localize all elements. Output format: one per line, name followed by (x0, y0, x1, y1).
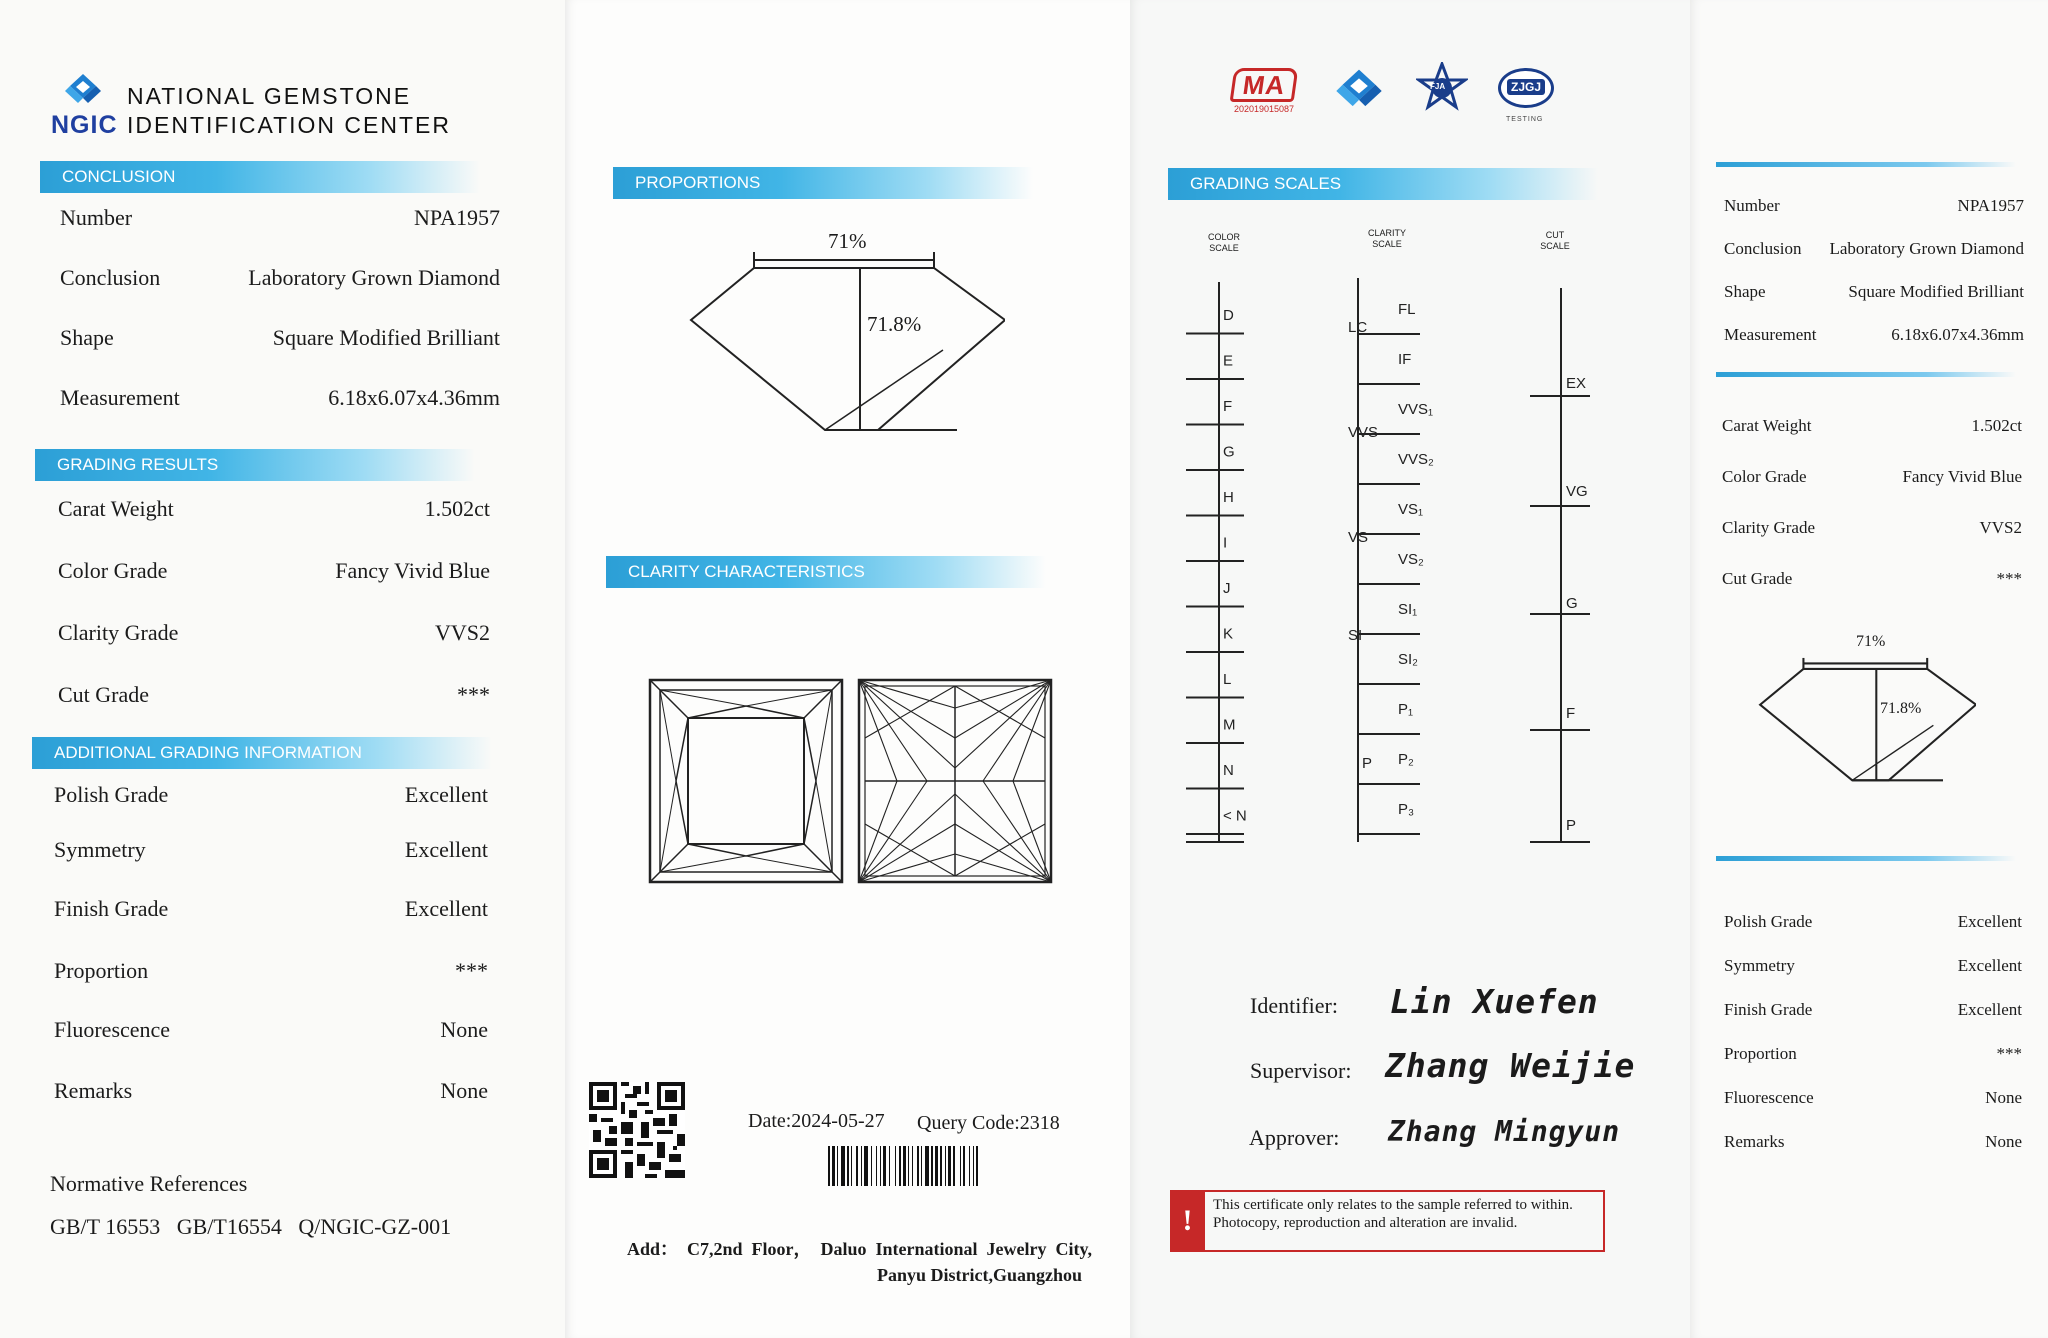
grading-results-heading: GRADING RESULTS (35, 449, 475, 481)
disclaimer-text: This certificate only relates to the sample referred to within. Photocopy, reproduction and alteration are invalid. (1205, 1190, 1605, 1252)
panel-results (0, 0, 565, 1338)
fja-label: FJA (1430, 82, 1446, 91)
clarity-grade-7: SI₂ (1398, 651, 1418, 668)
cut-grade-vg: VG (1566, 483, 1588, 500)
barcode-bar (856, 1146, 858, 1186)
warning-icon: ! (1170, 1190, 1205, 1252)
grading-results-section (58, 496, 490, 746)
additional-label-finish-grade: Finish Grade (54, 896, 169, 921)
additional-value-finish-grade: Excellent (404, 896, 488, 921)
grading-value-color-grade: Fancy Vivid Blue (335, 558, 490, 583)
color-grade-n: N (1223, 762, 1234, 779)
conclusion-value-conclusion: Laboratory Grown Diamond (248, 265, 500, 290)
barcode-bar (931, 1146, 933, 1186)
summary-mid-section (1722, 416, 2022, 596)
barcode-bar (953, 1146, 955, 1186)
barcode-bar (963, 1146, 965, 1186)
grading-scales-heading: GRADING SCALES (1168, 168, 1598, 200)
clarity-group-vvs: VVS (1348, 424, 1379, 441)
grading-value-carat-weight: 1.502ct (424, 496, 490, 521)
normative-title: Normative References (50, 1171, 248, 1196)
clarity-grade-3: VVS₂ (1398, 451, 1434, 468)
crown-view-diagram (648, 678, 844, 884)
summary-top-label-measurement: Measurement (1724, 325, 1817, 344)
report-date: Date:2024-05-27 (748, 1110, 885, 1132)
barcode-bar (837, 1146, 838, 1186)
summary-bottom-label-polish-grade: Polish Grade (1724, 912, 1813, 931)
summary-bottom-label-remarks: Remarks (1724, 1132, 1785, 1151)
grading-label-color-grade: Color Grade (58, 558, 168, 583)
barcode-bar (851, 1146, 852, 1186)
color-grade-i: I (1223, 534, 1228, 552)
clarity-grade-4: VS₁ (1398, 501, 1424, 518)
conclusion-value-shape: Square Modified Brilliant (272, 325, 500, 350)
summary-bottom-section (1724, 912, 2022, 1162)
color-grade-l: L (1223, 671, 1232, 688)
summary-bottom-value-proportion: *** (1996, 1044, 2022, 1063)
panel-summary (1690, 0, 2048, 1338)
color-scale-title-1: COLOR (1207, 232, 1240, 242)
pavilion-view-diagram (857, 678, 1053, 884)
color-grade-g: G (1223, 443, 1235, 461)
summary-table-percent: 71% (1856, 633, 1886, 650)
additional-value-polish-grade: Excellent (404, 782, 488, 807)
conclusion-heading: CONCLUSION (40, 161, 480, 193)
barcode-bar (925, 1146, 929, 1186)
barcode-bar (912, 1146, 913, 1186)
cma-logo (1226, 68, 1302, 114)
proportions-heading: PROPORTIONS (613, 167, 1033, 199)
color-grade-j: J (1223, 580, 1231, 597)
identifier-signature: Lin Xuefen (1390, 982, 1599, 1021)
color-grade-f: F (1223, 398, 1233, 415)
summary-mid-value-color-grade: Fancy Vivid Blue (1902, 467, 2022, 486)
summary-proportion-diagram (1756, 640, 1976, 790)
cut-grade-p: P (1566, 817, 1577, 834)
clarity-scale-title-1: CLARITY (1367, 228, 1406, 238)
ngic-logo-icon (60, 72, 106, 110)
supervisor-label: Supervisor: (1250, 1058, 1352, 1083)
barcode-bar (969, 1146, 970, 1186)
barcode-bar (841, 1146, 845, 1186)
additional-value-remarks: None (440, 1078, 488, 1103)
zjgj-mark: ZJGJ (1507, 79, 1545, 95)
grading-label-clarity-grade: Clarity Grade (58, 620, 179, 645)
summary-top-value-conclusion: Laboratory Grown Diamond (1829, 239, 2024, 258)
clarity-group-si: SI (1348, 627, 1363, 644)
summary-divider-3 (1716, 856, 2016, 861)
summary-divider-1 (1716, 162, 2016, 167)
barcode-bar (903, 1146, 906, 1186)
title-line1: NATIONAL GEMSTONE (127, 83, 412, 109)
cut-scale-title (1535, 230, 1575, 252)
additional-label-symmetry: Symmetry (54, 837, 146, 862)
cut-grade-f: F (1566, 705, 1576, 722)
summary-bottom-label-proportion: Proportion (1724, 1044, 1797, 1063)
summary-top-value-number: NPA1957 (1957, 196, 2024, 215)
panel-grading-scales (1130, 0, 1690, 1338)
cma-mark: MA (1229, 68, 1298, 102)
summary-bottom-value-polish-grade: Excellent (1957, 912, 2022, 931)
additional-section (54, 782, 488, 1132)
clarity-group-p: P (1362, 755, 1373, 772)
barcode-bar (883, 1146, 886, 1186)
barcode-bar (976, 1146, 978, 1186)
title-line2: IDENTIFICATION CENTER (127, 112, 451, 138)
summary-bottom-value-finish-grade: Excellent (1957, 1000, 2022, 1019)
summary-bottom-value-remarks: None (1985, 1132, 2022, 1151)
grading-value-clarity-grade: VVS2 (434, 620, 490, 645)
cut-grade-g: G (1566, 595, 1578, 612)
summary-top-section (1724, 196, 2024, 356)
color-grade-m: M (1223, 716, 1236, 734)
summary-mid-label-carat-weight: Carat Weight (1722, 416, 1812, 435)
summary-bottom-value-fluorescence: None (1985, 1088, 2022, 1107)
barcode-bar (917, 1146, 919, 1186)
color-scale-title-2: SCALE (1209, 243, 1239, 253)
summary-mid-label-color-grade: Color Grade (1722, 467, 1807, 486)
barcode-icon (828, 1146, 1070, 1186)
clarity-scale-title-2: SCALE (1372, 239, 1402, 249)
panel-proportions (565, 0, 1130, 1338)
summary-mid-label-clarity-grade: Clarity Grade (1722, 518, 1815, 537)
additional-value-fluorescence: None (440, 1017, 488, 1042)
address-line1: Add： C7,2nd Floor， Daluo International Jewelry City, (627, 1239, 1093, 1259)
barcode-bar (948, 1146, 951, 1186)
barcode-bar (880, 1146, 881, 1186)
address-line2: Panyu District,Guangzhou (876, 1265, 1082, 1285)
barcode-bar (908, 1146, 909, 1186)
summary-top-value-shape: Square Modified Brilliant (1848, 282, 2024, 301)
ngic-abbr: NGIC (51, 111, 118, 139)
barcode-bar (921, 1146, 922, 1186)
barcode-bar (871, 1146, 872, 1186)
cut-scale-title-1: CUT (1545, 230, 1565, 240)
conclusion-value-number: NPA1957 (414, 205, 500, 230)
zjgj-logo (1498, 68, 1554, 108)
color-grade-e: E (1223, 352, 1234, 370)
barcode-bar (861, 1146, 862, 1186)
grading-label-cut-grade: Cut Grade (58, 682, 150, 707)
clarity-grade-8: P₁ (1398, 701, 1414, 718)
additional-label-polish-grade: Polish Grade (54, 782, 169, 807)
additional-label-proportion: Proportion (54, 958, 149, 983)
clarity-grade-5: VS₂ (1398, 551, 1424, 568)
conclusion-value-measurement: 6.18x6.07x4.36mm (328, 385, 500, 410)
summary-bottom-value-symmetry: Excellent (1957, 956, 2022, 975)
approver-signature: Zhang Mingyun (1388, 1115, 1621, 1148)
conclusion-label-shape: Shape (60, 325, 114, 350)
grading-label-carat-weight: Carat Weight (58, 496, 174, 521)
summary-top-value-measurement: 6.18x6.07x4.36mm (1891, 325, 2024, 344)
summary-top-label-number: Number (1724, 196, 1780, 215)
barcode-bar (832, 1146, 835, 1186)
clarity-grade-0: FL (1398, 301, 1416, 318)
barcode-bar (847, 1146, 849, 1186)
supervisor-signature: Zhang Weijie (1385, 1046, 1636, 1085)
cut-scale-title-2: SCALE (1540, 241, 1570, 251)
grading-scales-chart (1130, 270, 1690, 850)
query-code: Query Code:2318 (917, 1112, 1060, 1134)
summary-bottom-label-finish-grade: Finish Grade (1724, 1000, 1813, 1019)
summary-mid-value-clarity-grade: VVS2 (1979, 518, 2022, 537)
qr-code-icon[interactable] (589, 1082, 685, 1178)
color-scale-title (1202, 232, 1246, 254)
approver-label: Approver: (1249, 1125, 1340, 1150)
clarity-group-lc: LC (1348, 319, 1368, 336)
additional-label-fluorescence: Fluorescence (54, 1017, 171, 1042)
zjgj-sub: TESTING (1506, 116, 1544, 123)
clarity-scale-title (1362, 228, 1412, 250)
color-grade-d: D (1223, 307, 1234, 324)
cut-grade-ex: EX (1566, 375, 1587, 392)
barcode-bar (876, 1146, 877, 1186)
summary-top-label-conclusion: Conclusion (1724, 239, 1802, 258)
barcode-bar (895, 1146, 896, 1186)
identifier-label: Identifier: (1250, 993, 1338, 1018)
clarity-characteristics-heading: CLARITY CHARACTERISTICS (606, 556, 1046, 588)
cma-number: 202019015087 (1233, 104, 1295, 114)
summary-divider-2 (1716, 372, 2016, 377)
clarity-grade-10: P₃ (1398, 801, 1415, 818)
color-grade-h: H (1223, 489, 1234, 506)
barcode-bar (828, 1146, 830, 1186)
barcode-bar (899, 1146, 901, 1186)
clarity-grade-6: SI₁ (1398, 601, 1418, 618)
normative-refs: GB/T 16553 GB/T16554 Q/NGIC-GZ-001 (50, 1214, 452, 1239)
summary-bottom-label-fluorescence: Fluorescence (1724, 1088, 1814, 1107)
conclusion-label-conclusion: Conclusion (60, 265, 161, 290)
clarity-grade-1: IF (1398, 351, 1412, 368)
conclusion-label-number: Number (60, 205, 133, 230)
clarity-grade-2: VVS₁ (1398, 401, 1434, 418)
summary-depth-percent: 71.8% (1880, 700, 1922, 717)
additional-value-symmetry: Excellent (404, 837, 488, 862)
clarity-group-vs: VS (1348, 529, 1369, 546)
summary-mid-value-cut-grade: *** (1996, 569, 2022, 588)
summary-mid-label-cut-grade: Cut Grade (1722, 569, 1793, 588)
summary-bottom-label-symmetry: Symmetry (1724, 956, 1795, 975)
barcode-bar (945, 1146, 946, 1186)
depth-percent: 71.8% (867, 312, 922, 336)
additional-value-proportion: *** (455, 958, 488, 983)
color-grade-n: < N (1223, 807, 1247, 825)
conclusion-section (60, 205, 500, 425)
barcode-bar (889, 1146, 890, 1186)
barcode-bar (940, 1146, 942, 1186)
additional-label-remarks: Remarks (54, 1078, 133, 1103)
conclusion-label-measurement: Measurement (60, 385, 180, 410)
barcode-bar (935, 1146, 938, 1186)
clarity-grade-9: P₂ (1398, 751, 1414, 768)
barcode-bar (960, 1146, 961, 1186)
table-percent: 71% (828, 229, 867, 253)
summary-top-label-shape: Shape (1724, 282, 1766, 301)
color-grade-k: K (1223, 625, 1234, 643)
barcode-bar (864, 1146, 868, 1186)
summary-mid-value-carat-weight: 1.502ct (1971, 416, 2022, 435)
additional-heading: ADDITIONAL GRADING INFORMATION (32, 737, 492, 769)
ngic-logo-small-icon (1330, 66, 1388, 116)
proportion-diagram (685, 230, 1005, 440)
barcode-bar (973, 1146, 974, 1186)
grading-value-cut-grade: *** (457, 682, 490, 707)
